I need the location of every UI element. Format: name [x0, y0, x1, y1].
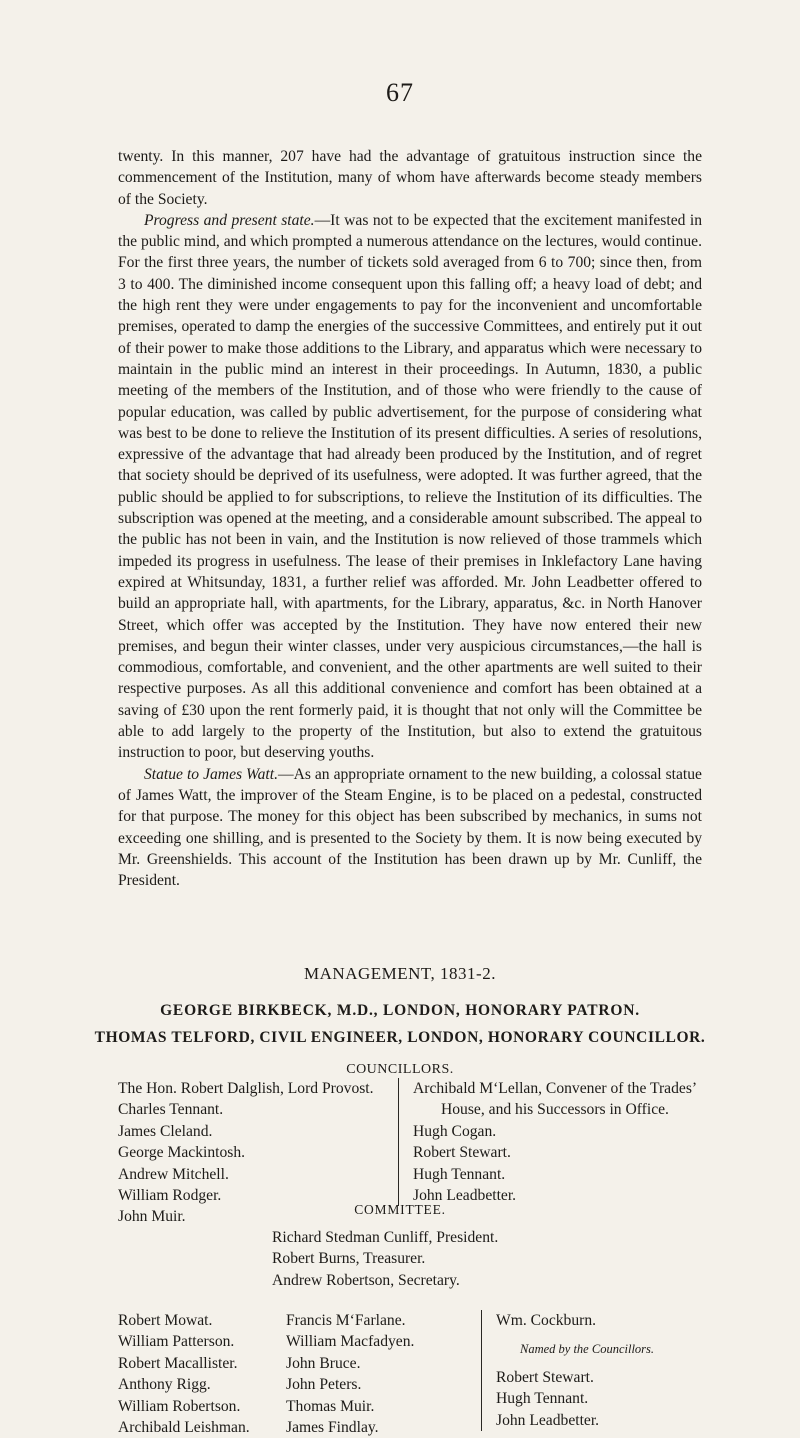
committee-member: John Bruce. — [286, 1354, 361, 1372]
committee-heading: COMMITTEE. — [354, 1202, 446, 1217]
paragraph-statue — [118, 764, 702, 892]
paragraph-intro: twenty. In this manner, 207 have had the advantage of gratuitous instruction since the commencement of the Institution, many of whom have afterwards become steady members of the Society. — [118, 148, 702, 208]
councillor-name: Andrew Mitchell. — [118, 1165, 229, 1183]
committee-member: James Findlay. — [286, 1419, 379, 1437]
committee-member: Robert Macallister. — [118, 1354, 238, 1372]
officer-president: Richard Stedman Cunliff, President. — [272, 1229, 499, 1246]
paragraph-statue-text: —As an appropriate ornament to the new building, a colossal statue of James Watt, the improver of the Steam Engine, is to be placed on a pedestal, constructed for that purpose. The money for this object has been subscribed by mechanics, in sums not exceeding one shilling, and is presented to the Society by them. It is now being executed by Mr. Greenshields. This account of the Institution has been drawn up by Mr. Cunliff, the President. — [118, 765, 702, 890]
committee-member: Robert Stewart. — [496, 1368, 594, 1386]
councillor-name: Robert Stewart. — [413, 1144, 511, 1162]
committee-column-b — [286, 1310, 414, 1438]
committee-member: William Patterson. — [118, 1333, 235, 1351]
committee-member: Hugh Tennant. — [496, 1390, 589, 1408]
committee-member: John Leadbetter. — [496, 1411, 600, 1429]
committee-officers — [272, 1227, 498, 1291]
councillor-name: Archibald M‘Lellan, Convener of the Trades’ — [413, 1080, 698, 1097]
councillor-name: John Muir. — [118, 1208, 186, 1226]
councillor-name: Hugh Tennant. — [413, 1165, 506, 1183]
paragraph-progress-title: Progress and present state. — [144, 211, 315, 229]
officer-secretary: Andrew Robertson, Secretary. — [272, 1271, 460, 1289]
committee-column-a — [118, 1310, 250, 1438]
councillor-name: James Cleland. — [118, 1122, 213, 1140]
body-text — [118, 146, 702, 891]
councillor-name: George Mackintosh. — [118, 1144, 246, 1162]
paragraph-progress-text: —It was not to be expected that the excitement manifested in the public mind, and which prompted a numerous attendance on the lectures, would continue. For the first three years, the number of tickets sold averaged from 6 to 700; since then, from 3 to 400. The diminished income consequent upon this falling off; a heavy load of debt; and the high rent they were under engagements to pay for the inconvenient and uncomfortable premises, operated to damp the energies of the successive Committees, and entirely put it out of their power to make those additions to the Library, and apparatus which were necessary to maintain in the public mind an interest in their proceedings. In Autumn, 1830, a public meeting of the members of the Institution, and of those who were friendly to the cause of popular education, was called by public advertisement, for the purpose of considering what was best to be done to relieve the Institution of its present difficulties. A series of resolutions, expressive of the advantage that had already been produced by the Institution, and of regret that society should be deprived of its usefulness, were adopted. It was further agreed, that the public should be applied to for subscriptions, to relieve the Institution of its difficulties. The subscription was opened at the meeting, and a considerable amount subscribed. The appeal to the public has not been in vain, and the Institution is now relieved of those trammels which impeded its progress in usefulness. The lease of their premises in Inklefactory Lane having expired at Whitsunday, 1831, a further relief was afforded. Mr. John Leadbetter offered to build an appropriate hall, with apartments, for the Library, apparatus, &c. in North Hanover Street, which offer was accepted by the Institution. They have now entered their new premises, and begun their winter classes, under very auspicious circumstances,—the hall is commodious, comfortable, and convenient, and the other apartments are well suited to their respective purposes. As all this additional convenience and comfort has been obtained at a saving of £30 upon the rent formerly paid, it is thought that not only will the Committee be able to add largely to the property of the Institution, but also to extend the gratuitous instruction to poor, but deserving youths. — [118, 211, 703, 762]
committee-member: William Robertson. — [118, 1397, 241, 1415]
councillor-name-continued: House, and his Successors in Office. — [441, 1101, 669, 1119]
honorary-councillor: THOMAS TELFORD, CIVIL ENGINEER, LONDON, HONORARY COUNCILLOR. — [94, 1029, 706, 1046]
committee-member: Anthony Rigg. — [118, 1376, 211, 1394]
committee-member: Archibald Leishman. — [118, 1419, 250, 1437]
committee-column-c — [481, 1310, 654, 1431]
committee-member: Robert Mowat. — [118, 1312, 213, 1329]
councillor-name: The Hon. Robert Dalglish, Lord Provost. — [118, 1080, 374, 1097]
committee-member: Francis M‘Farlane. — [286, 1312, 406, 1329]
named-by-councillors-note: Named by the Councillors. — [520, 1342, 655, 1357]
councillor-name: John Leadbetter. — [413, 1187, 517, 1205]
councillors-heading: COUNCILLORS. — [346, 1062, 454, 1077]
committee-member: John Peters. — [286, 1376, 362, 1394]
officer-treasurer: Robert Burns, Treasurer. — [272, 1250, 426, 1268]
councillor-name: William Rodger. — [118, 1187, 222, 1205]
page-number: 67 — [386, 78, 414, 107]
councillor-name: Charles Tennant. — [118, 1101, 224, 1119]
management-heading: MANAGEMENT, 1831-2. — [304, 964, 496, 983]
paragraph-statue-title: Statue to James Watt. — [144, 765, 278, 783]
councillors-right-column — [398, 1078, 697, 1206]
honorary-patron: GEORGE BIRKBECK, M.D., LONDON, HONORARY PATRON. — [160, 1002, 640, 1019]
councillor-name: Hugh Cogan. — [413, 1122, 497, 1140]
committee-member: Wm. Cockburn. — [496, 1312, 597, 1329]
paragraph-progress — [118, 210, 702, 764]
committee-member: Thomas Muir. — [286, 1397, 375, 1415]
committee-member: William Macfadyen. — [286, 1333, 415, 1351]
